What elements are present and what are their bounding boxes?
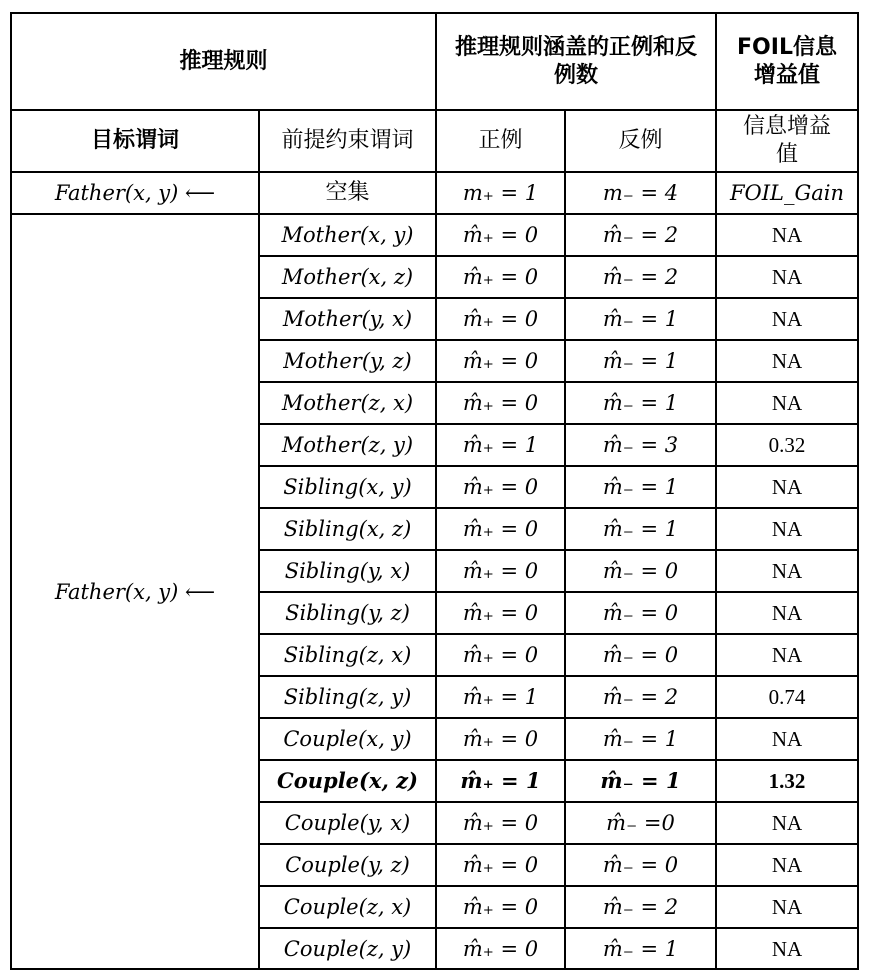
positive-cell: m̂₊ = 0 — [436, 382, 565, 424]
positive-cell: m̂₊ = 0 — [436, 298, 565, 340]
foil-header: FOIL信息增益值 — [716, 13, 858, 110]
positive-cell: m̂₊ = 0 — [436, 508, 565, 550]
negative-cell: m̂₋ = 0 — [565, 592, 716, 634]
gain-cell: 1.32 — [716, 760, 858, 802]
rule-rows — [11, 214, 858, 969]
coverage-header: 推理规则涵盖的正例和反例数 — [436, 13, 716, 110]
negative-cell: m̂₋ = 0 — [565, 844, 716, 886]
positive-cell: m̂₊ = 0 — [436, 718, 565, 760]
base-positive: m₊ = 1 — [436, 172, 565, 214]
premise-cell: Mother(y, x) — [259, 298, 436, 340]
foil-gain-table — [10, 12, 859, 970]
gain-cell: NA — [716, 382, 858, 424]
negative-cell: m̂₋ =0 — [565, 802, 716, 844]
positive-cell: m̂₊ = 0 — [436, 592, 565, 634]
negative-cell: m̂₋ = 1 — [565, 382, 716, 424]
gain-cell: NA — [716, 466, 858, 508]
gain-cell: NA — [716, 214, 858, 256]
positive-cell: m̂₊ = 1 — [436, 676, 565, 718]
premise-cell: Couple(y, z) — [259, 844, 436, 886]
base-target: Father(x, y) ⟵ — [11, 172, 259, 214]
info-gain-header: 信息增益值 — [716, 110, 858, 172]
positive-cell: m̂₊ = 0 — [436, 550, 565, 592]
positive-header: 正例 — [436, 110, 565, 172]
negative-cell: m̂₋ = 0 — [565, 634, 716, 676]
negative-cell: m̂₋ = 1 — [565, 718, 716, 760]
premise-predicate-header: 前提约束谓词 — [259, 110, 436, 172]
premise-cell: Mother(z, x) — [259, 382, 436, 424]
gain-cell: NA — [716, 886, 858, 928]
negative-cell: m̂₋ = 3 — [565, 424, 716, 466]
negative-cell: m̂₋ = 2 — [565, 214, 716, 256]
premise-cell: Mother(x, y) — [259, 214, 436, 256]
positive-cell: m̂₊ = 0 — [436, 340, 565, 382]
gain-cell: NA — [716, 634, 858, 676]
gain-cell: NA — [716, 802, 858, 844]
negative-cell: m̂₋ = 2 — [565, 886, 716, 928]
gain-cell: NA — [716, 256, 858, 298]
premise-cell: Mother(x, z) — [259, 256, 436, 298]
positive-cell: m̂₊ = 0 — [436, 802, 565, 844]
positive-cell: m̂₊ = 0 — [436, 928, 565, 969]
negative-cell: m̂₋ = 1 — [565, 760, 716, 802]
negative-cell: m̂₋ = 1 — [565, 298, 716, 340]
premise-cell: Sibling(x, z) — [259, 508, 436, 550]
gain-cell: NA — [716, 298, 858, 340]
base-negative: m₋ = 4 — [565, 172, 716, 214]
positive-cell: m̂₊ = 1 — [436, 760, 565, 802]
base-row — [11, 172, 858, 214]
gain-cell: NA — [716, 928, 858, 969]
premise-cell: Couple(y, x) — [259, 802, 436, 844]
negative-cell: m̂₋ = 1 — [565, 340, 716, 382]
gain-cell: 0.32 — [716, 424, 858, 466]
base-gain: FOIL_Gain — [716, 172, 858, 214]
negative-cell: m̂₋ = 2 — [565, 676, 716, 718]
positive-cell: m̂₊ = 0 — [436, 634, 565, 676]
negative-cell: m̂₋ = 0 — [565, 550, 716, 592]
rule-header: 推理规则 — [11, 13, 436, 110]
premise-cell: Couple(z, x) — [259, 886, 436, 928]
target-predicate-header: 目标谓词 — [11, 110, 259, 172]
premise-cell: Sibling(z, x) — [259, 634, 436, 676]
positive-cell: m̂₊ = 0 — [436, 886, 565, 928]
negative-cell: m̂₋ = 1 — [565, 928, 716, 969]
premise-cell: Mother(y, z) — [259, 340, 436, 382]
gain-cell: NA — [716, 844, 858, 886]
premise-cell: Sibling(y, z) — [259, 592, 436, 634]
premise-cell: Couple(x, y) — [259, 718, 436, 760]
gain-cell: NA — [716, 592, 858, 634]
premise-cell: Sibling(z, y) — [259, 676, 436, 718]
positive-cell: m̂₊ = 0 — [436, 844, 565, 886]
negative-cell: m̂₋ = 1 — [565, 508, 716, 550]
target-predicate-cell: Father(x, y) ⟵ — [11, 214, 259, 969]
gain-cell: NA — [716, 508, 858, 550]
positive-cell: m̂₊ = 0 — [436, 214, 565, 256]
positive-cell: m̂₊ = 0 — [436, 466, 565, 508]
premise-cell: Couple(x, z) — [259, 760, 436, 802]
negative-cell: m̂₋ = 2 — [565, 256, 716, 298]
gain-cell: NA — [716, 340, 858, 382]
premise-cell: Sibling(x, y) — [259, 466, 436, 508]
table-row — [11, 214, 858, 256]
positive-cell: m̂₊ = 1 — [436, 424, 565, 466]
header-row-1 — [11, 13, 858, 110]
negative-cell: m̂₋ = 1 — [565, 466, 716, 508]
negative-header: 反例 — [565, 110, 716, 172]
positive-cell: m̂₊ = 0 — [436, 256, 565, 298]
header-row-2 — [11, 110, 858, 172]
gain-cell: NA — [716, 550, 858, 592]
gain-cell: NA — [716, 718, 858, 760]
premise-cell: Sibling(y, x) — [259, 550, 436, 592]
gain-cell: 0.74 — [716, 676, 858, 718]
base-premise: 空集 — [259, 172, 436, 214]
premise-cell: Couple(z, y) — [259, 928, 436, 969]
premise-cell: Mother(z, y) — [259, 424, 436, 466]
